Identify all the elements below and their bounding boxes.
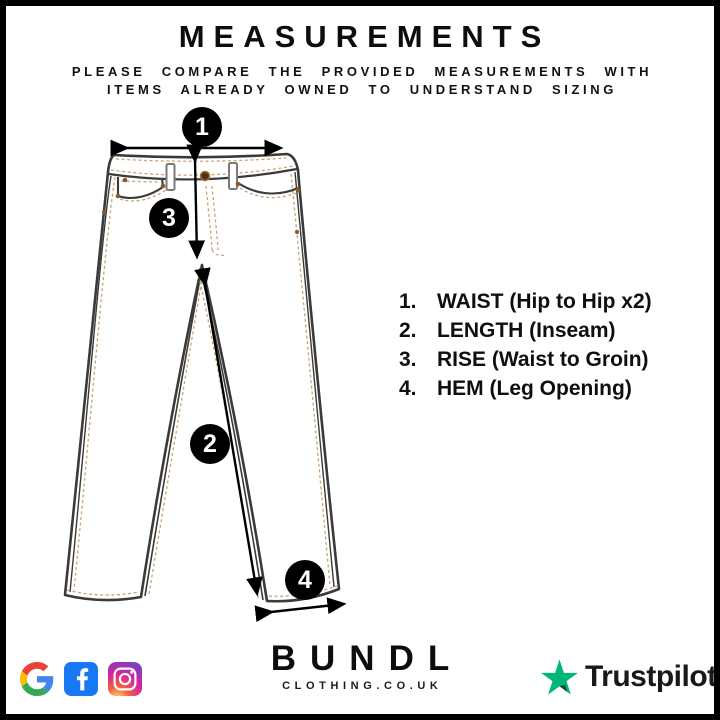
- jeans-button: [201, 172, 210, 181]
- trustpilot-logo[interactable]: [541, 659, 717, 695]
- measurement-legend: [399, 287, 652, 403]
- legend-item-rise: [399, 345, 652, 374]
- page-title: MEASUREMENTS: [178, 19, 551, 54]
- subtitle-line-1: PLEASE COMPARE THE PROVIDED MEASUREMENTS WITH: [71, 63, 653, 79]
- marker-waist: [182, 107, 222, 147]
- legend-number: 2.: [399, 319, 417, 342]
- legend-number: 4.: [399, 377, 417, 400]
- marker-waist-number: 1: [195, 112, 209, 141]
- marker-rise: [149, 198, 189, 238]
- page-subtitle: [0, 63, 720, 99]
- header: [0, 21, 720, 99]
- legend-number: 1.: [399, 290, 417, 313]
- trustpilot-label: Trustpilot: [585, 660, 717, 693]
- marker-hem-number: 4: [298, 565, 312, 594]
- hem-arrow: [271, 604, 343, 612]
- brand-domain: CLOTHING.CO.UK: [282, 679, 443, 692]
- legend-item-waist: [399, 287, 652, 316]
- legend-label: RISE (Waist to Groin): [437, 348, 649, 371]
- subtitle-line-2: ITEMS ALREADY OWNED TO UNDERSTAND SIZING: [107, 81, 617, 97]
- marker-rise-number: 3: [162, 203, 176, 232]
- legend-label: LENGTH (Inseam): [437, 319, 616, 342]
- legend-item-length: [399, 316, 652, 345]
- jeans-outline: [65, 154, 340, 601]
- legend-label: HEM (Leg Opening): [437, 377, 632, 400]
- legend-number: 3.: [399, 348, 417, 371]
- brand-name: BUNDL: [270, 639, 464, 678]
- legend-label: WAIST (Hip to Hip x2): [437, 290, 652, 313]
- legend-item-hem: [399, 374, 652, 403]
- marker-length-number: 2: [203, 429, 217, 458]
- trustpilot-star-icon: [541, 659, 578, 695]
- marker-hem: [285, 560, 325, 600]
- marker-length: [190, 424, 230, 464]
